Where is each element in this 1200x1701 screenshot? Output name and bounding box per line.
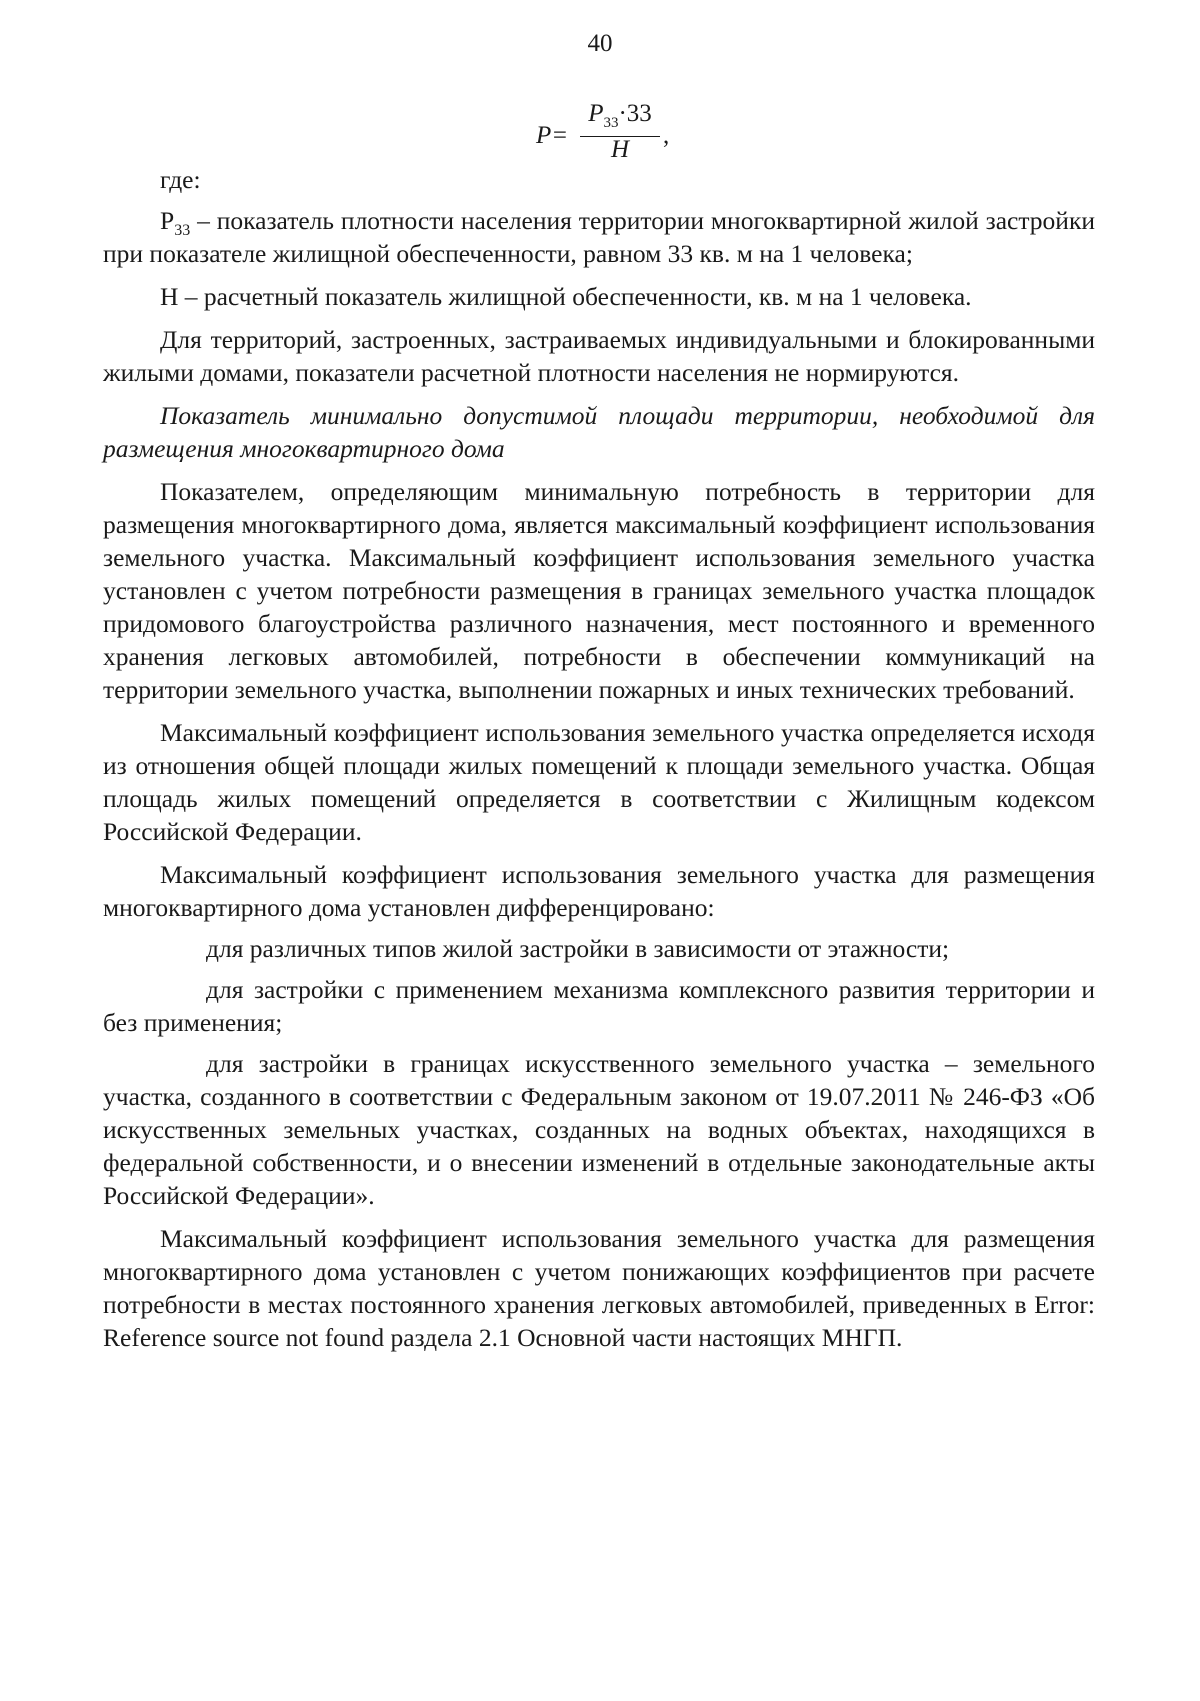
- differentiated-paragraph: Максимальный коэффициент использования земельного участка для размещения многоквартирного дома установлен дифференцировано:: [103, 860, 1095, 922]
- p33-definition: $Р_{33}$ – показатель плотности населения территории многоквартирной жилой застройки при показателе жилищной обеспеченности, равном 33 кв. м на 1 человека;: [103, 206, 1095, 268]
- list-item-development: для застройки с применением механизма комплексного развития территории и без применения;: [103, 975, 1095, 1037]
- density-formula: [536, 100, 686, 170]
- indicator-paragraph: Показателем, определяющим минимальную потребность в территории для размещения многоквартирного дома, является максимальный коэффициент использования земельного участка. Максимальный коэффициент использования земельного участка установлен с учетом потребности размещения в границах земельного участка площадок придомового благоустройства различного назначения, мест постоянного и временного хранения легковых автомобилей, потребности в обеспечении коммуникаций на территории земельного участка, выполнении пожарных и иных технических требований.: [103, 477, 1095, 704]
- body-text: [103, 163, 1095, 1354]
- formula-denominator: H: [610, 136, 630, 163]
- list-item-artificial-land: для застройки в границах искусственного земельного участка – земельного участка, созданного в соответствии с Федеральным законом от 19.07.2011 № 246-ФЗ «Об искусственных земельных участках, созданных на водных объектах, находящихся в федеральной собственности, и о внесении изменений в отдельные законодательные акты Российской Федерации».: [103, 1049, 1095, 1210]
- where-label: где:: [160, 165, 201, 194]
- max-coefficient-paragraph: Максимальный коэффициент использования земельного участка определяется исходя из отношения общей площади жилых помещений к площади земельного участка. Общая площадь жилых помещений определяется в соответствии с Жилищным кодексом Российской Федерации.: [103, 718, 1095, 846]
- reducing-coefficients-paragraph: Максимальный коэффициент использования земельного участка для размещения многоквартирного дома установлен с учетом понижающих коэффициентов при расчете потребности в местах постоянного хранения легковых автомобилей, приведенных в Error: Reference source not found раздела 2.1 Основной части настоящих МНГП.: [103, 1224, 1095, 1352]
- section-heading: Показатель минимально допустимой площади территории, необходимой для размещения многоквартирного дома: [103, 401, 1095, 463]
- h-definition: Н – расчетный показатель жилищной обеспеченности, кв. м на 1 человека.: [160, 282, 972, 311]
- individual-housing-paragraph: Для территорий, застроенных, застраиваемых индивидуальными и блокированными жилыми домами, показатели расчетной плотности населения не нормируются.: [103, 325, 1095, 387]
- formula-comma: ,: [663, 122, 670, 149]
- list-item-floors: для различных типов жилой застройки в зависимости от этажности;: [206, 934, 950, 963]
- page-number: 40: [587, 30, 613, 57]
- formula-lhs: P=: [536, 122, 569, 149]
- formula-numerator: $P_{33}\cdot 33$: [588, 100, 652, 131]
